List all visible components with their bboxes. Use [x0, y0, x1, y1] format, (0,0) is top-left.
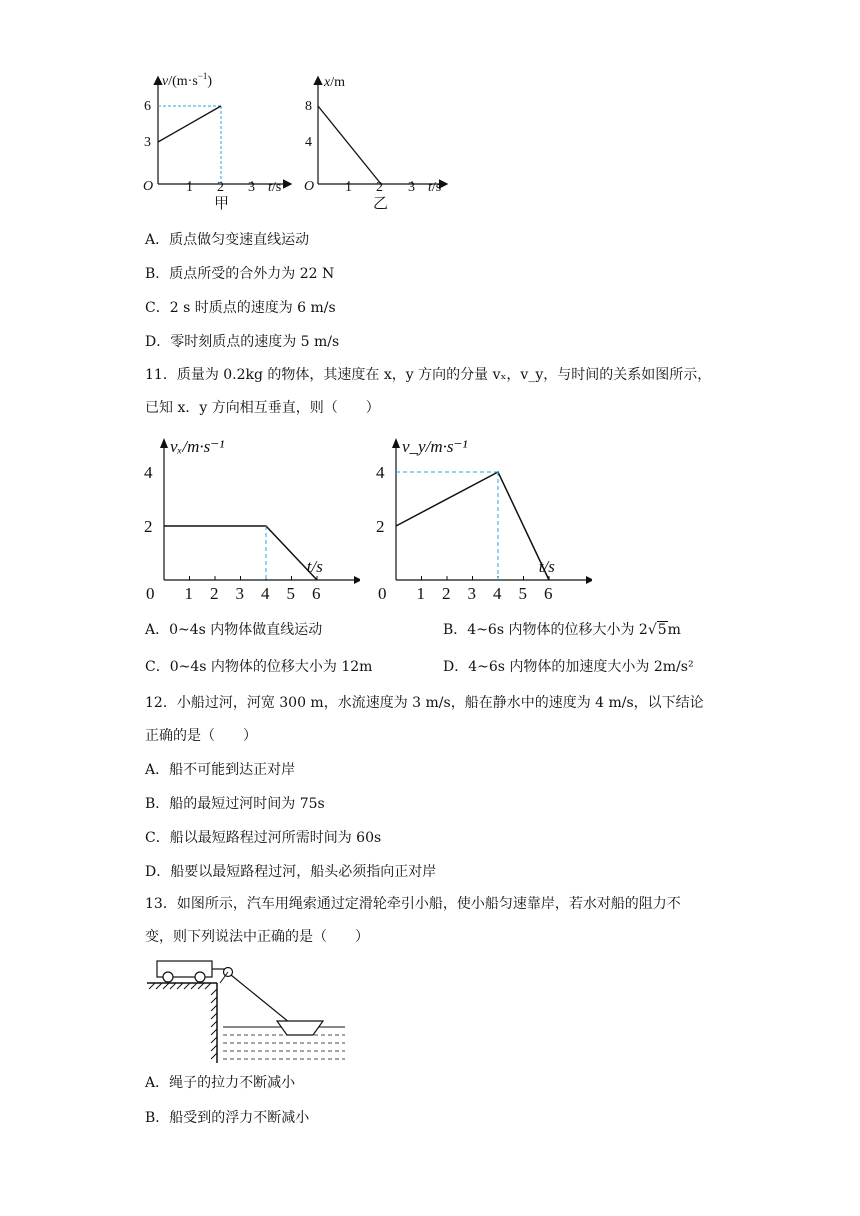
x-tick-label: 5 [286, 584, 295, 600]
data-line [164, 526, 317, 580]
q13-stem-line2: 变，则下列说法中正确的是（ ） [145, 929, 369, 945]
x-tick-label: 2 [210, 584, 219, 600]
q11-option-b [443, 620, 681, 640]
q10-option-d: D．零时刻质点的速度为 5 m/s [145, 334, 340, 350]
x-tick-label: 2 [217, 180, 224, 195]
q10-option-b: B．质点所受的合外力为 22 N [145, 266, 335, 282]
figure-yi [296, 70, 456, 215]
radicand: 5 [657, 622, 667, 638]
origin-label: 0 [146, 584, 155, 600]
y-axis-arrow [160, 438, 168, 448]
water-lines [223, 1035, 345, 1059]
y-tick-label: 4 [376, 463, 385, 482]
q10-option-a: A．质点做匀变速直线运动 [145, 232, 310, 248]
v-t-line [158, 106, 221, 142]
y-axis-arrow [392, 438, 400, 448]
q12-option-d: D．船要以最短路程过河，船头必须指向正对岸 [145, 864, 437, 880]
x-tick-label: 6 [312, 584, 321, 600]
x-axis-label: t/s [538, 557, 555, 576]
x-tick-label: 4 [493, 584, 502, 600]
xlabel: t/s [268, 180, 282, 195]
q12-stem-line1: 12．小船过河，河宽 300 m，水流速度为 3 m/s，船在静水中的速度为 4 m/s，以下结论 [145, 695, 704, 711]
q10-option-c: C．2 s 时质点的速度为 6 m/s [145, 300, 336, 316]
q11-stem-line2: 已知 x．y 方向相互垂直，则（ ） [145, 400, 380, 416]
chart-vx [140, 430, 360, 600]
y-tick-label: 4 [144, 463, 153, 482]
x-tick-label: 6 [544, 584, 553, 600]
wall-hatch [211, 989, 217, 1059]
sqrt-symbol: √5 [647, 622, 667, 638]
q11-option-d: D．4~6s 内物体的加速度大小为 2m/s² [443, 659, 694, 675]
x-tick-label: 1 [345, 180, 352, 195]
x-axis-arrow [586, 576, 592, 584]
q13-option-a: A．绳子的拉力不断减小 [145, 1075, 296, 1091]
option-b-text: B．4~6s 内物体的位移大小为 2 [443, 622, 648, 638]
y-tick-label: 2 [144, 517, 153, 536]
q11-option-a: A．0~4s 内物体做直线运动 [145, 622, 323, 638]
y-tick-label: 2 [376, 517, 385, 536]
q12-option-a: A．船不可能到达正对岸 [145, 762, 296, 778]
q12-stem-line2: 正确的是（ ） [145, 728, 257, 744]
car-wheel [163, 972, 173, 982]
figure-caption: 乙 [373, 196, 389, 212]
boat [277, 1021, 323, 1035]
xlabel: t/s [428, 180, 442, 195]
y-tick-label: 6 [144, 99, 151, 114]
q11-stem-line1: 11．质量为 0.2kg 的物体，其速度在 x，y 方向的分量 vₓ，v_y，与时间的关系如图所示， [145, 367, 712, 383]
figure-jia [140, 70, 300, 215]
x-tick-label: 1 [184, 584, 193, 600]
x-tick-label: 3 [467, 584, 476, 600]
q11-option-c: C．0~4s 内物体的位移大小为 12m [145, 659, 373, 675]
x-tick-label: 4 [261, 584, 270, 600]
x-tick-label: 1 [416, 584, 425, 600]
y-tick-label: 4 [305, 135, 312, 150]
ylabel: x/m [324, 75, 345, 90]
origin-label: O [143, 179, 154, 194]
x-axis-label: t/s [306, 557, 323, 576]
y-axis-label: vₓ/m·s⁻¹ [170, 437, 225, 456]
x-tick-label: 5 [518, 584, 527, 600]
car-wheel [195, 972, 205, 982]
data-line [396, 472, 549, 580]
origin-label: O [304, 179, 315, 194]
x-tick-label: 2 [442, 584, 451, 600]
option-b-unit: m [667, 622, 681, 638]
q12-option-b: B．船的最短过河时间为 75s [145, 796, 325, 812]
q13-option-b: B．船受到的浮力不断减小 [145, 1110, 310, 1126]
ground-hatch [149, 983, 211, 989]
x-axis-arrow [354, 576, 360, 584]
boat-pulley-diagram [145, 955, 350, 1065]
x-tick-label: 3 [248, 180, 255, 195]
q12-option-c: C．船以最短路程过河所需时间为 60s [145, 830, 382, 846]
y-tick-label: 8 [305, 99, 312, 114]
q13-stem-line1: 13．如图所示，汽车用绳索通过定滑轮牵引小船，使小船匀速靠岸，若水对船的阻力不 [145, 896, 681, 912]
y-tick-label: 3 [144, 135, 151, 150]
rope [231, 975, 295, 1027]
x-tick-label: 3 [408, 180, 415, 195]
x-tick-label: 2 [376, 180, 383, 195]
figure-caption: 甲 [214, 196, 230, 212]
ylabel: $v/(m\cdot s^{-1})$ [162, 71, 213, 89]
chart-vy [372, 430, 592, 600]
x-tick-label: 1 [186, 180, 193, 195]
y-axis-label: v_y/m·s⁻¹ [402, 437, 468, 456]
x-tick-label: 3 [235, 584, 244, 600]
x-t-line [318, 106, 381, 184]
origin-label: 0 [378, 584, 387, 600]
